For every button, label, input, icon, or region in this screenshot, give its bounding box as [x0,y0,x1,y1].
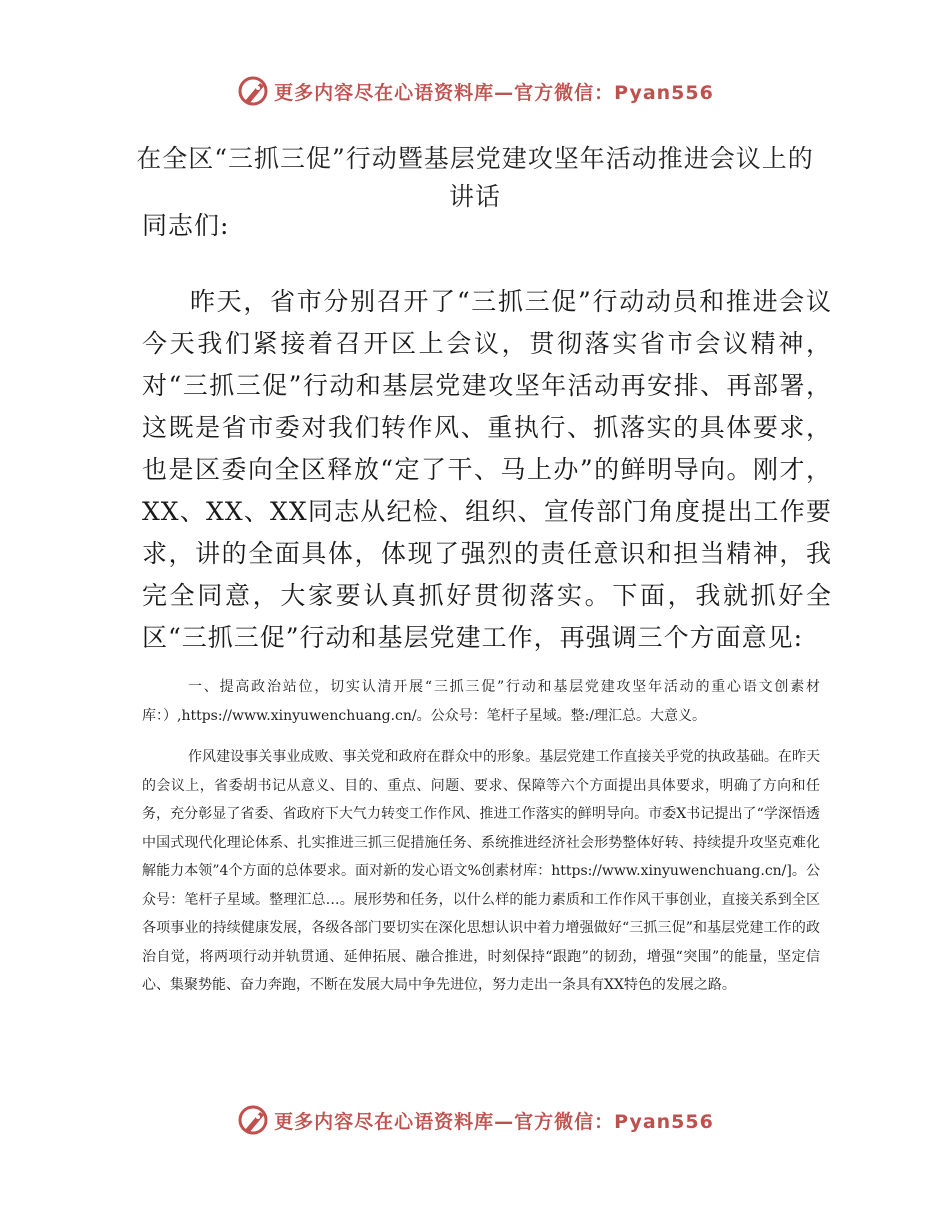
opening-paragraph: 昨天，省市分别召开了“三抓三促”行动动员和推进会议今天我们紧接着召开区上会议，贯彻落实省市会议精神，对“三抓三促”行动和基层党建攻坚年活动再安排、再部署，这既是省市委对我们转作风、重执行、抓落实的具体要求，也是区委向全区释放“定了干、马上办”的鲜明导向。刚才，XX、XX、XX同志从纪检、组织、宣传部门角度提出工作要求，讲的全面具体，体现了强烈的责任意识和担当精神，我完全同意，大家要认真抓好贯彻落实。下面，我就抓好全区“三抓三促”行动和基层党建工作，再强调三个方面意见: [142,287,832,652]
pen-nib-logo-icon [236,1103,270,1137]
title-line-2: 讲话 [448,182,501,211]
body-paragraph-2: 作风建设事关事业成败、事关党和政府在群众中的形象。基层党建工作直接关乎党的执政基础。在昨天的会议上，省委胡书记从意义、目的、重点、问题、要求、保障等六个方面提出具体要求，明确了方向和任务，充分彰显了省委、省政府下大气力转变工作作风、推进工作落实的鲜明导向。市委X书记提出了“学深悟透中国式现代化理论体系、扎实推进三抓三促措施任务、系统推进经济社会形势整体好转、持续提升攻坚克难化解能力本领”4个方面的总体要求。面对新的发心语文%创素材库：https://www.xinyuwenchuang.cn/]。公众号：笔杆子星域。整理汇总…。展形势和任务，以什么样的能力素质和工作作风干事创业，直接关系到全区各项事业的持续健康发展，各级各部门要切实在深化思想认识中着力增强做好“三抓三促”和基层党建工作的政治自觉，将两项行动并轨贯通、延伸拓展、融合推进，时刻保持“跟跑”的韧劲，增强“突围”的能量，坚定信心、集聚势能、奋力奔跑，不断在发展大局中争先进位，努力走出一条具有XX特色的发展之路。 [142,749,820,993]
banner-separator: — [494,1110,515,1133]
document-title [130,140,820,216]
banner-wechat: 官方微信：Pyan556 [514,1110,714,1133]
banner-slogan: 更多内容尽在心语资料库 [274,81,495,104]
banner-slogan: 更多内容尽在心语资料库 [274,1110,495,1133]
title-line-1: 在全区“三抓三促”行动暨基层党建攻坚年活动推进会议上的 [136,144,814,173]
footer-banner [0,1100,950,1140]
banner-text [274,78,714,105]
header-banner [0,71,950,111]
banner-separator: — [494,81,515,104]
pen-nib-logo-icon [236,74,270,108]
salutation: 同志们: [142,211,230,240]
section-heading-1: 一、提高政治站位，切实认清开展“三抓三促”行动和基层党建攻坚年活动的重心语文创素材库：）,https://www.xinyuwenchuang.cn/。公众号：笔杆子星域。整:/理汇总。大意义。 [142,679,820,724]
banner-text [274,1107,714,1134]
banner-wechat: 官方微信：Pyan556 [514,81,714,104]
